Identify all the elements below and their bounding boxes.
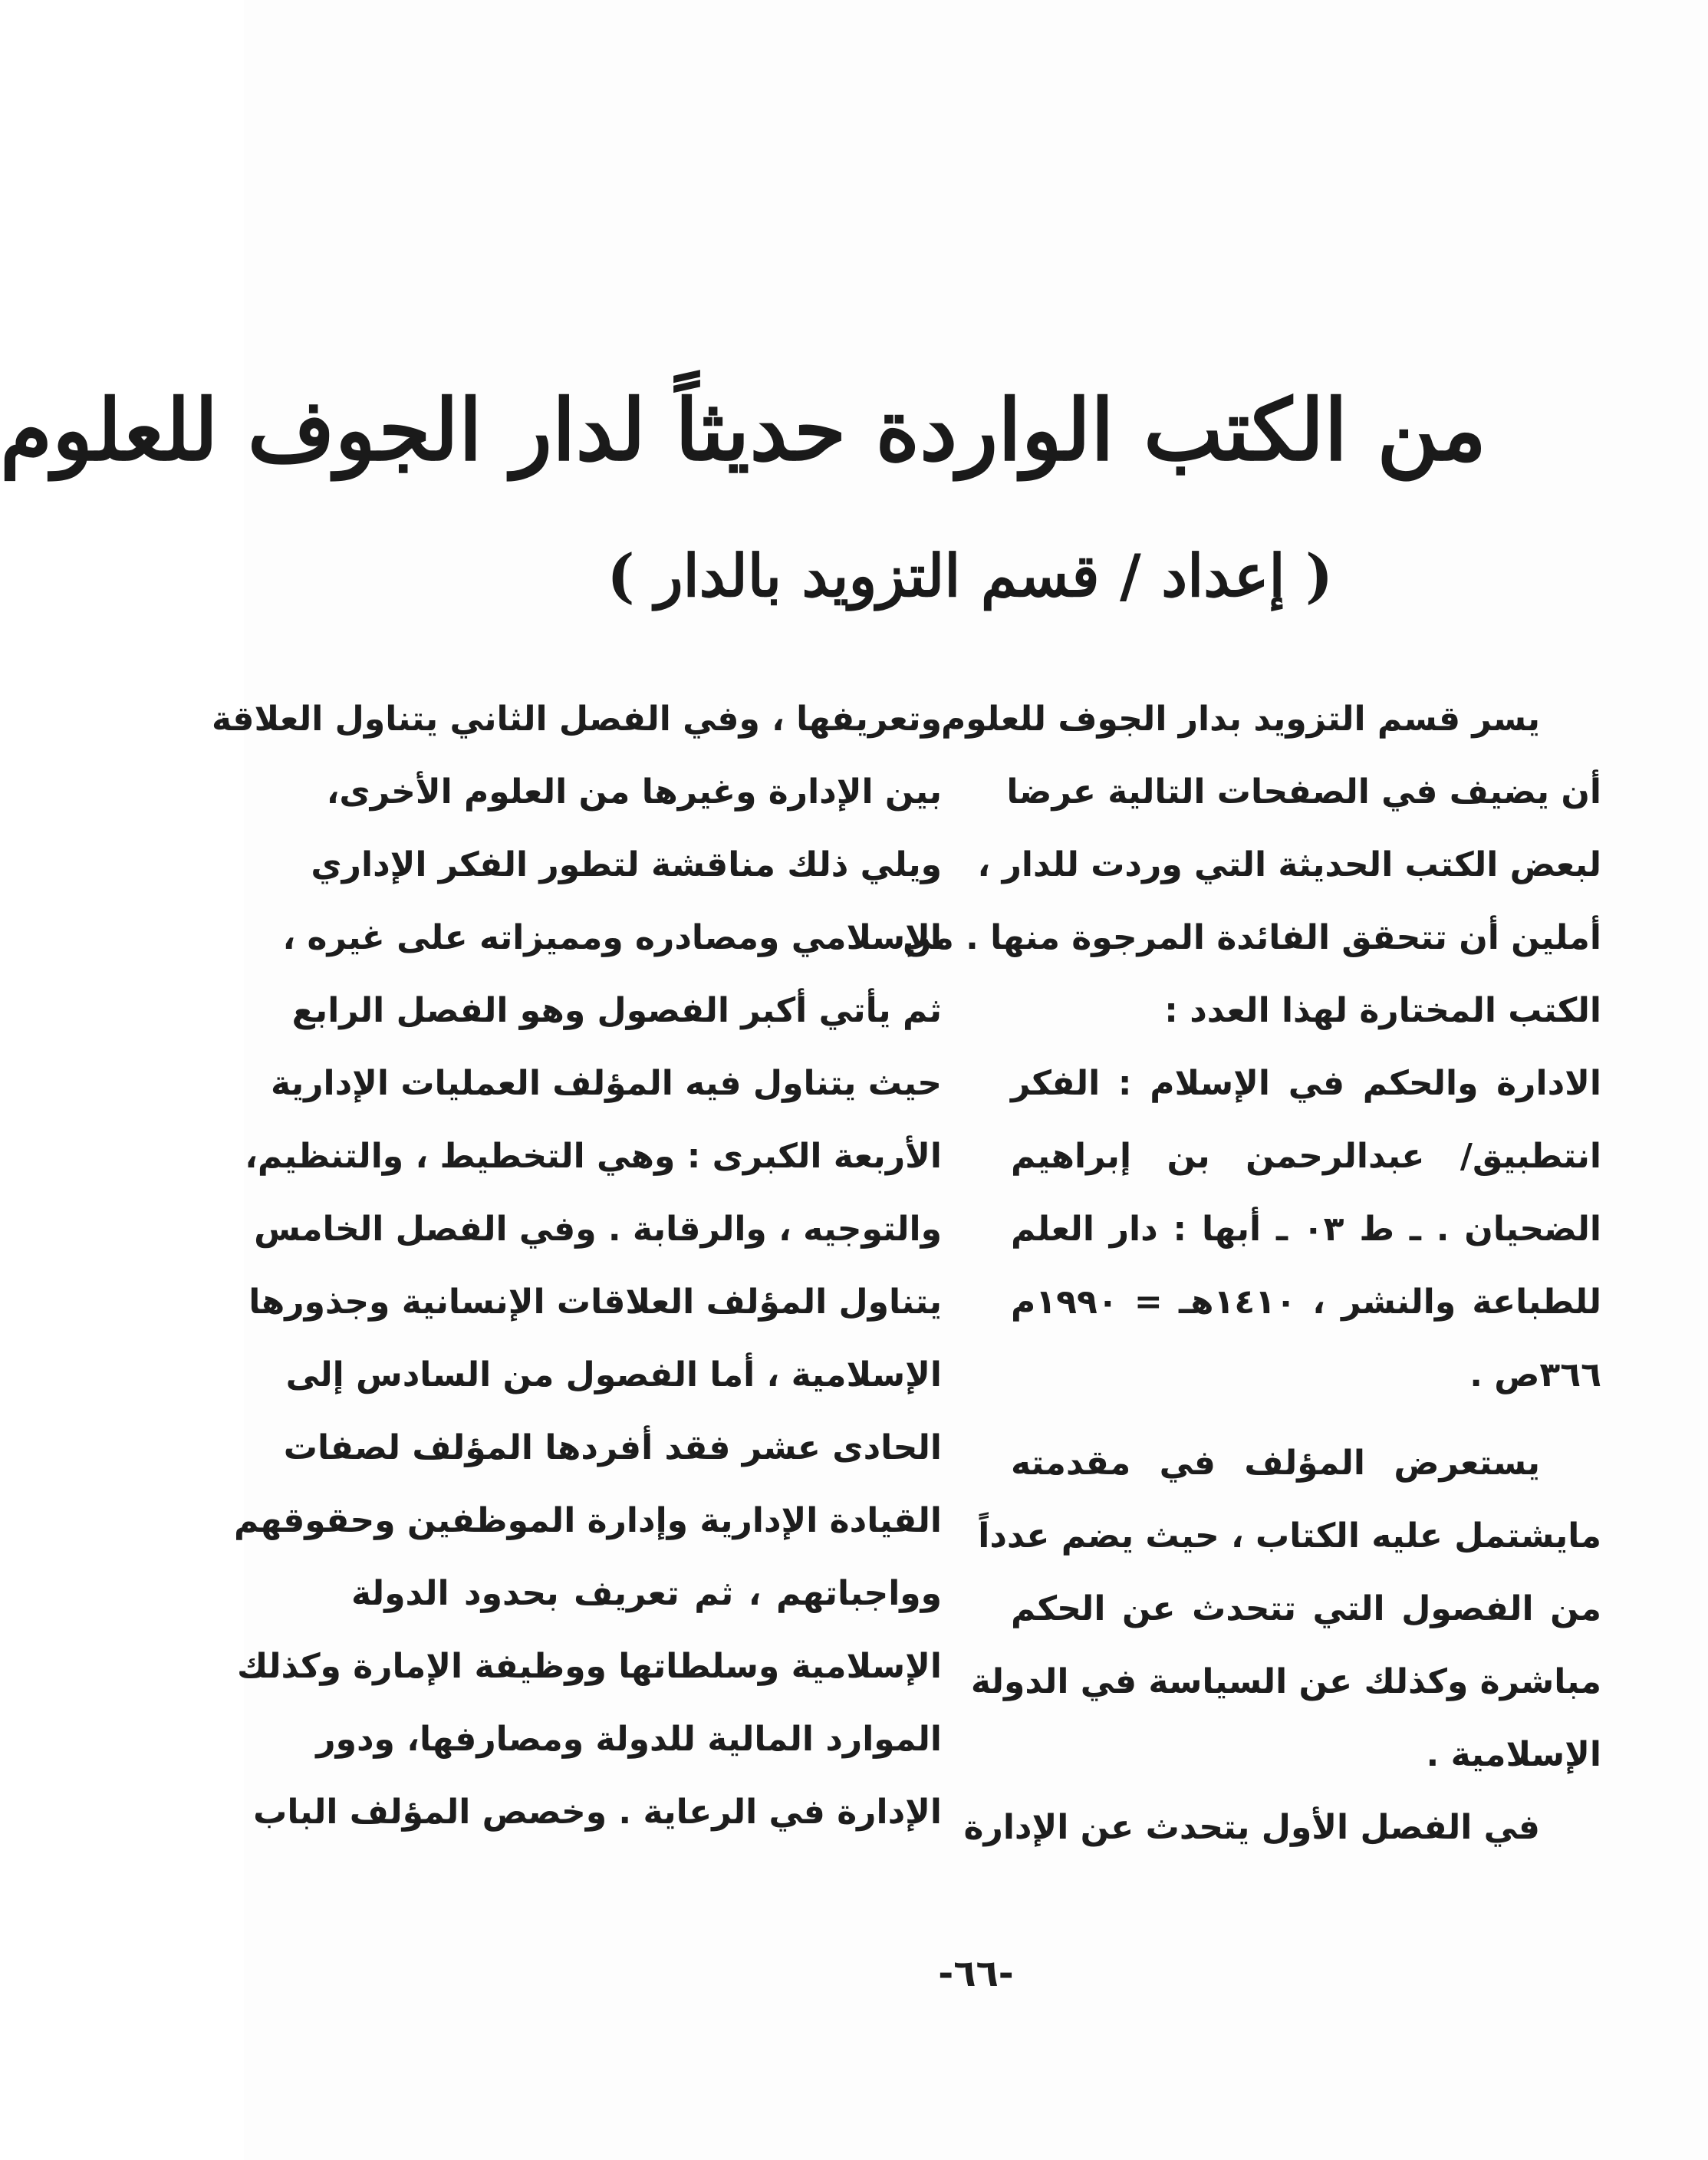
text-line: الإسلامية ، أما الفصول من السادس إلى [285, 1355, 942, 1394]
text-line: أملين أن تتحقق الفائدة المرجوة منها . من [902, 918, 1601, 957]
text-line: ويلي ذلك مناقشة لتطور الفكر الإداري [311, 845, 942, 884]
article-title: من الكتب الواردة حديثاً لدار الجوف للعلوم [0, 380, 1486, 479]
text-line: الإدارة في الرعاية . وخصص المؤلف الباب [253, 1793, 942, 1832]
text-line: الإسلامي ومصادره ومميزاته على غيره ، [282, 918, 942, 957]
text-line: الضحيان . ـ ط ٠٣ ـ أبها : دار العلم [1011, 1210, 1601, 1249]
text-line: ٣٦٦ص . [1469, 1355, 1601, 1394]
text-line: القيادة الإدارية وإدارة الموظفين وحقوقهم [233, 1501, 942, 1540]
text-line: بين الإدارة وغيرها من العلوم الأخرى، [326, 772, 942, 812]
text-line: الكتب المختارة لهذا العدد : [1164, 991, 1601, 1030]
text-line: الإسلامية . [1426, 1735, 1601, 1774]
text-line: انتطبيق/ عبدالرحمن بن إبراهيم [1011, 1137, 1601, 1176]
article-subtitle: ( إعداد / قسم التزويد بالدار ) [607, 542, 1333, 610]
text-line: وواجباتهم ، ثم تعريف بحدود الدولة [351, 1574, 942, 1613]
left-text-column [212, 683, 942, 1849]
text-line: ثم يأتي أكبر الفصول وهو الفصل الرابع [291, 991, 942, 1030]
text-line: الإسلامية وسلطاتها ووظيفة الإمارة وكذلك [237, 1647, 942, 1686]
text-line: الأربعة الكبرى : وهي التخطيط ، والتنظيم، [245, 1137, 942, 1176]
text-line: حيث يتناول فيه المؤلف العمليات الإدارية [270, 1064, 942, 1103]
text-line: وتعريفها ، وفي الفصل الثاني يتناول العلاقة [212, 700, 942, 739]
text-line: الحادى عشر فقد أفردها المؤلف لصفات [283, 1428, 942, 1467]
text-line: يستعرض المؤلف في مقدمته [1011, 1444, 1540, 1483]
text-line: لبعض الكتب الحديثة التي وردت للدار ، [977, 845, 1601, 884]
text-line: الموارد المالية للدولة ومصارفها، ودور [316, 1720, 942, 1759]
text-line: الادارة والحكم في الإسلام : الفكر [1011, 1064, 1601, 1103]
right-text-column [902, 683, 1601, 1864]
text-line: مايشتمل عليه الكتاب ، حيث يضم عدداً [978, 1516, 1601, 1556]
page-number: -٦٦- [938, 1952, 1014, 1995]
text-line: والتوجيه ، والرقابة . وفي الفصل الخامس [254, 1210, 942, 1249]
text-line: أن يضيف في الصفحات التالية عرضا [1006, 772, 1601, 812]
text-line: في الفصل الأول يتحدث عن الإدارة [963, 1808, 1540, 1847]
text-line: للطباعة والنشر ، ١٤١٠هـ = ١٩٩٠م [1011, 1282, 1601, 1322]
text-line: من الفصول التي تتحدث عن الحكم [1011, 1589, 1601, 1628]
text-line: مباشرة وكذلك عن السياسة في الدولة [970, 1662, 1601, 1701]
text-line: يسر قسم التزويد بدار الجوف للعلوم [940, 700, 1540, 739]
paragraph-gap [1011, 1411, 1601, 1427]
text-line: يتناول المؤلف العلاقات الإنسانية وجذورها [248, 1282, 942, 1322]
